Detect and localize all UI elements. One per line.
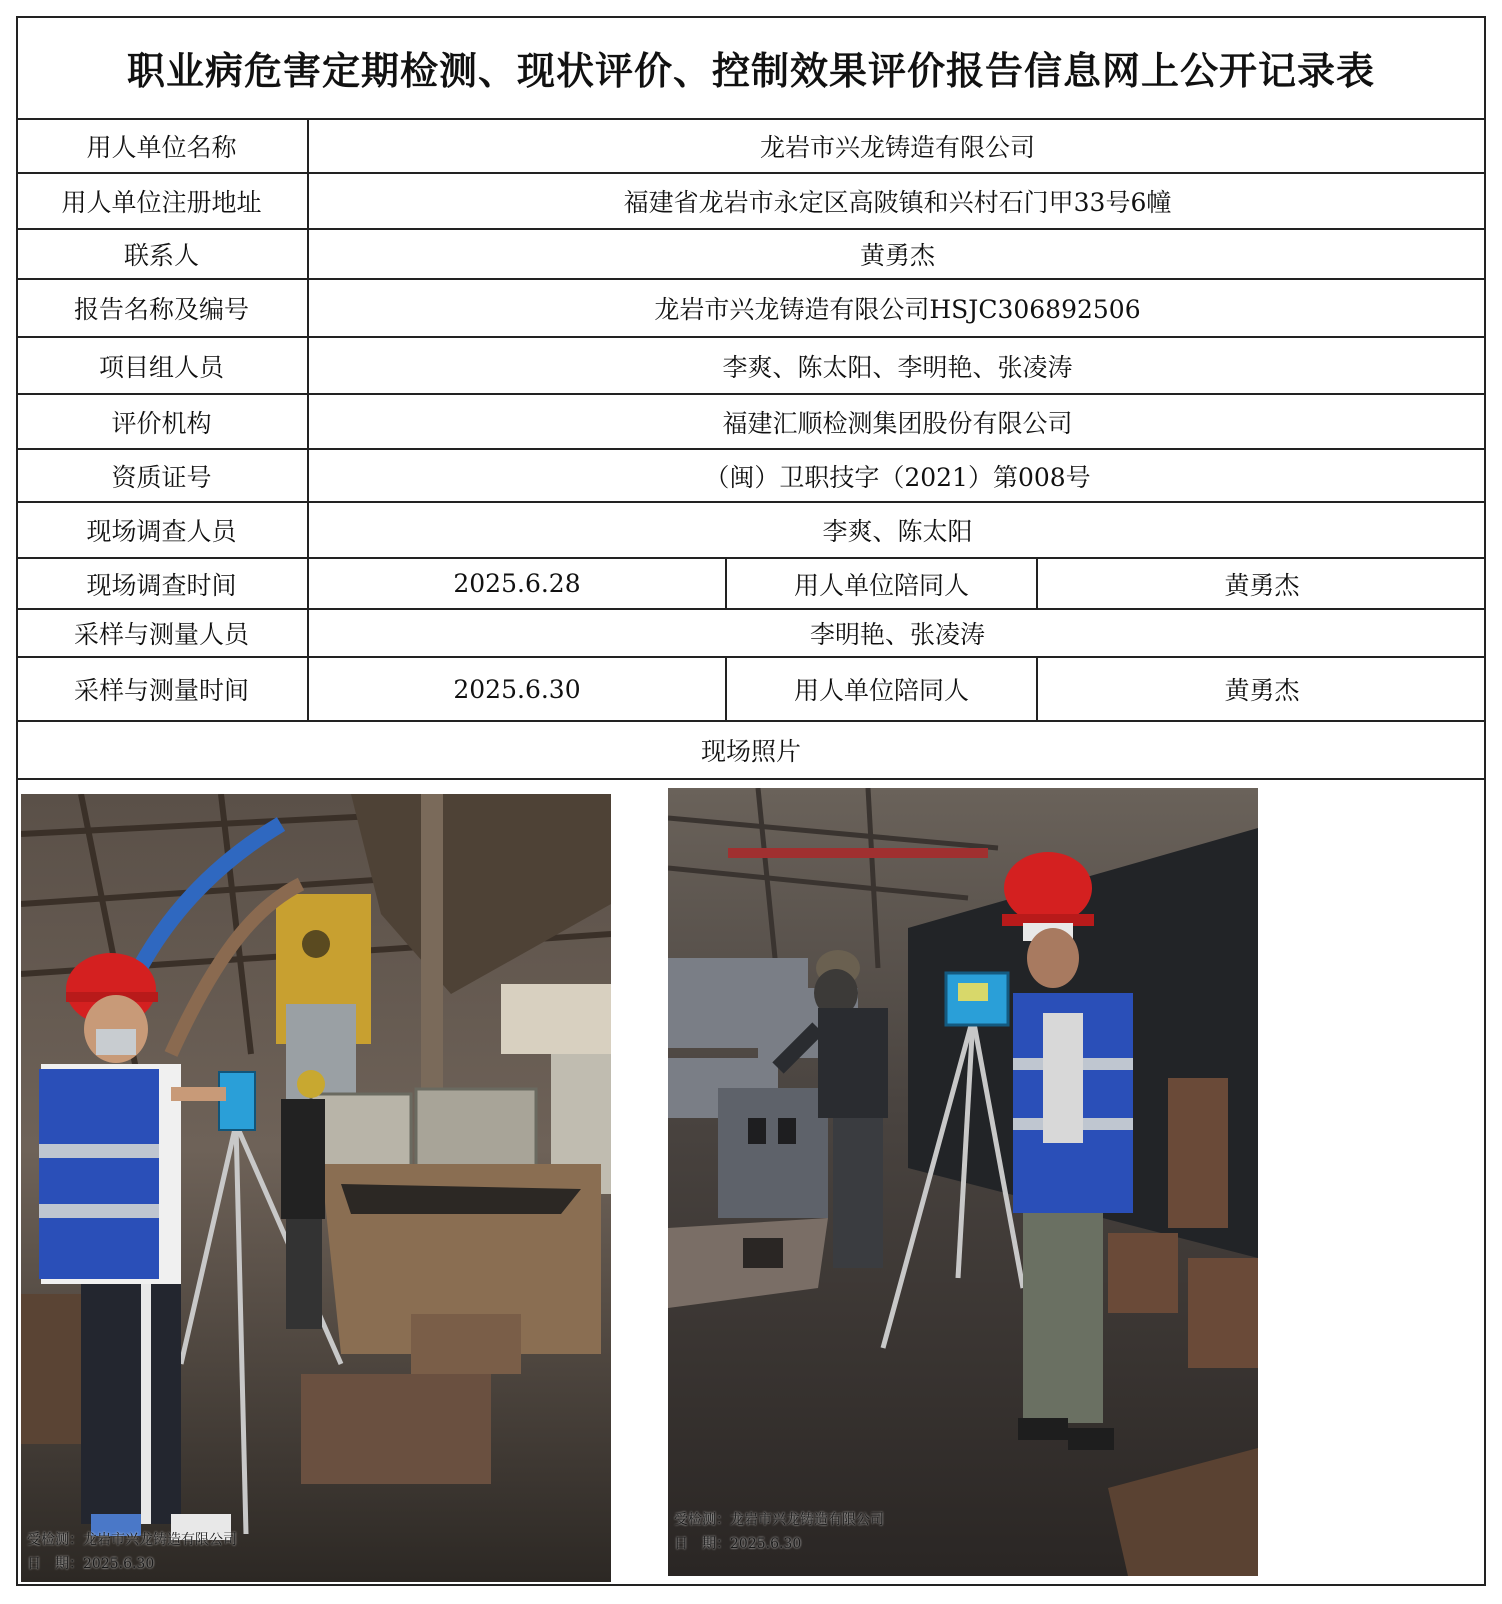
value-sampling-staff: 李明艳、张凌涛 (809, 620, 985, 649)
row-survey-time (16, 559, 1486, 610)
value-license: （闽）卫职技字（2021）第008号 (704, 462, 1091, 492)
photos-header: 现场照片 (700, 737, 801, 766)
label-sampling-time: 采样与测量时间 (16, 658, 309, 720)
label-contact: 联系人 (16, 230, 309, 278)
label-employer-name: 用人单位名称 (16, 120, 309, 172)
label-survey-companion: 用人单位陪同人 (727, 559, 1038, 608)
row-sampling-time (16, 658, 1486, 722)
photo-1-caption-line1: 受检测：龙岩市兴龙铸造有限公司 (27, 1532, 237, 1548)
row-photos-header (16, 722, 1486, 780)
label-license: 资质证号 (16, 450, 309, 501)
value-employer-name: 龙岩市兴龙铸造有限公司 (759, 133, 1035, 162)
value-sampling-time: 2025.6.30 (309, 658, 727, 720)
value-survey-staff: 李爽、陈太阳 (822, 517, 973, 546)
photo-2-caption-line1: 受检测：龙岩市兴龙铸造有限公司 (674, 1512, 884, 1528)
page-title: 职业病危害定期检测、现状评价、控制效果评价报告信息网上公开记录表 (16, 16, 1486, 120)
value-contact: 黄勇杰 (859, 241, 935, 270)
value-team: 李爽、陈太阳、李明艳、张凌涛 (722, 352, 1073, 382)
photo-2-caption-line2: 日 期：2025.6.30 (674, 1536, 802, 1552)
value-survey-companion: 黄勇杰 (1224, 570, 1300, 600)
row-contact (16, 230, 1486, 280)
site-photo-2-image (668, 788, 1258, 1576)
value-employer-address: 福建省龙岩市永定区高陂镇和兴村石门甲33号6幢 (623, 188, 1172, 217)
label-agency: 评价机构 (16, 395, 309, 448)
value-survey-time: 2025.6.28 (309, 559, 727, 608)
row-team (16, 338, 1486, 395)
site-photo-2 (668, 788, 1258, 1576)
row-employer-name (16, 120, 1486, 174)
label-team: 项目组人员 (16, 338, 309, 393)
site-photo-1-image (21, 794, 611, 1582)
photos-area (18, 782, 1484, 1584)
label-employer-address: 用人单位注册地址 (16, 174, 309, 228)
row-sampling-staff (16, 610, 1486, 658)
label-survey-staff: 现场调查人员 (16, 503, 309, 557)
label-sampling-companion: 用人单位陪同人 (727, 658, 1038, 720)
label-survey-time: 现场调查时间 (16, 559, 309, 608)
photo-1-caption-line2: 日 期：2025.6.30 (27, 1556, 155, 1572)
value-sampling-companion: 黄勇杰 (1224, 676, 1300, 705)
row-agency (16, 395, 1486, 450)
value-report: 龙岩市兴龙铸造有限公司HSJC306892506 (654, 295, 1141, 324)
site-photo-1 (21, 794, 611, 1582)
row-employer-address (16, 174, 1486, 230)
value-agency: 福建汇顺检测集团股份有限公司 (722, 408, 1073, 438)
row-license (16, 450, 1486, 503)
row-survey-staff (16, 503, 1486, 559)
label-report: 报告名称及编号 (16, 280, 309, 336)
row-report (16, 280, 1486, 338)
label-sampling-staff: 采样与测量人员 (16, 610, 309, 656)
